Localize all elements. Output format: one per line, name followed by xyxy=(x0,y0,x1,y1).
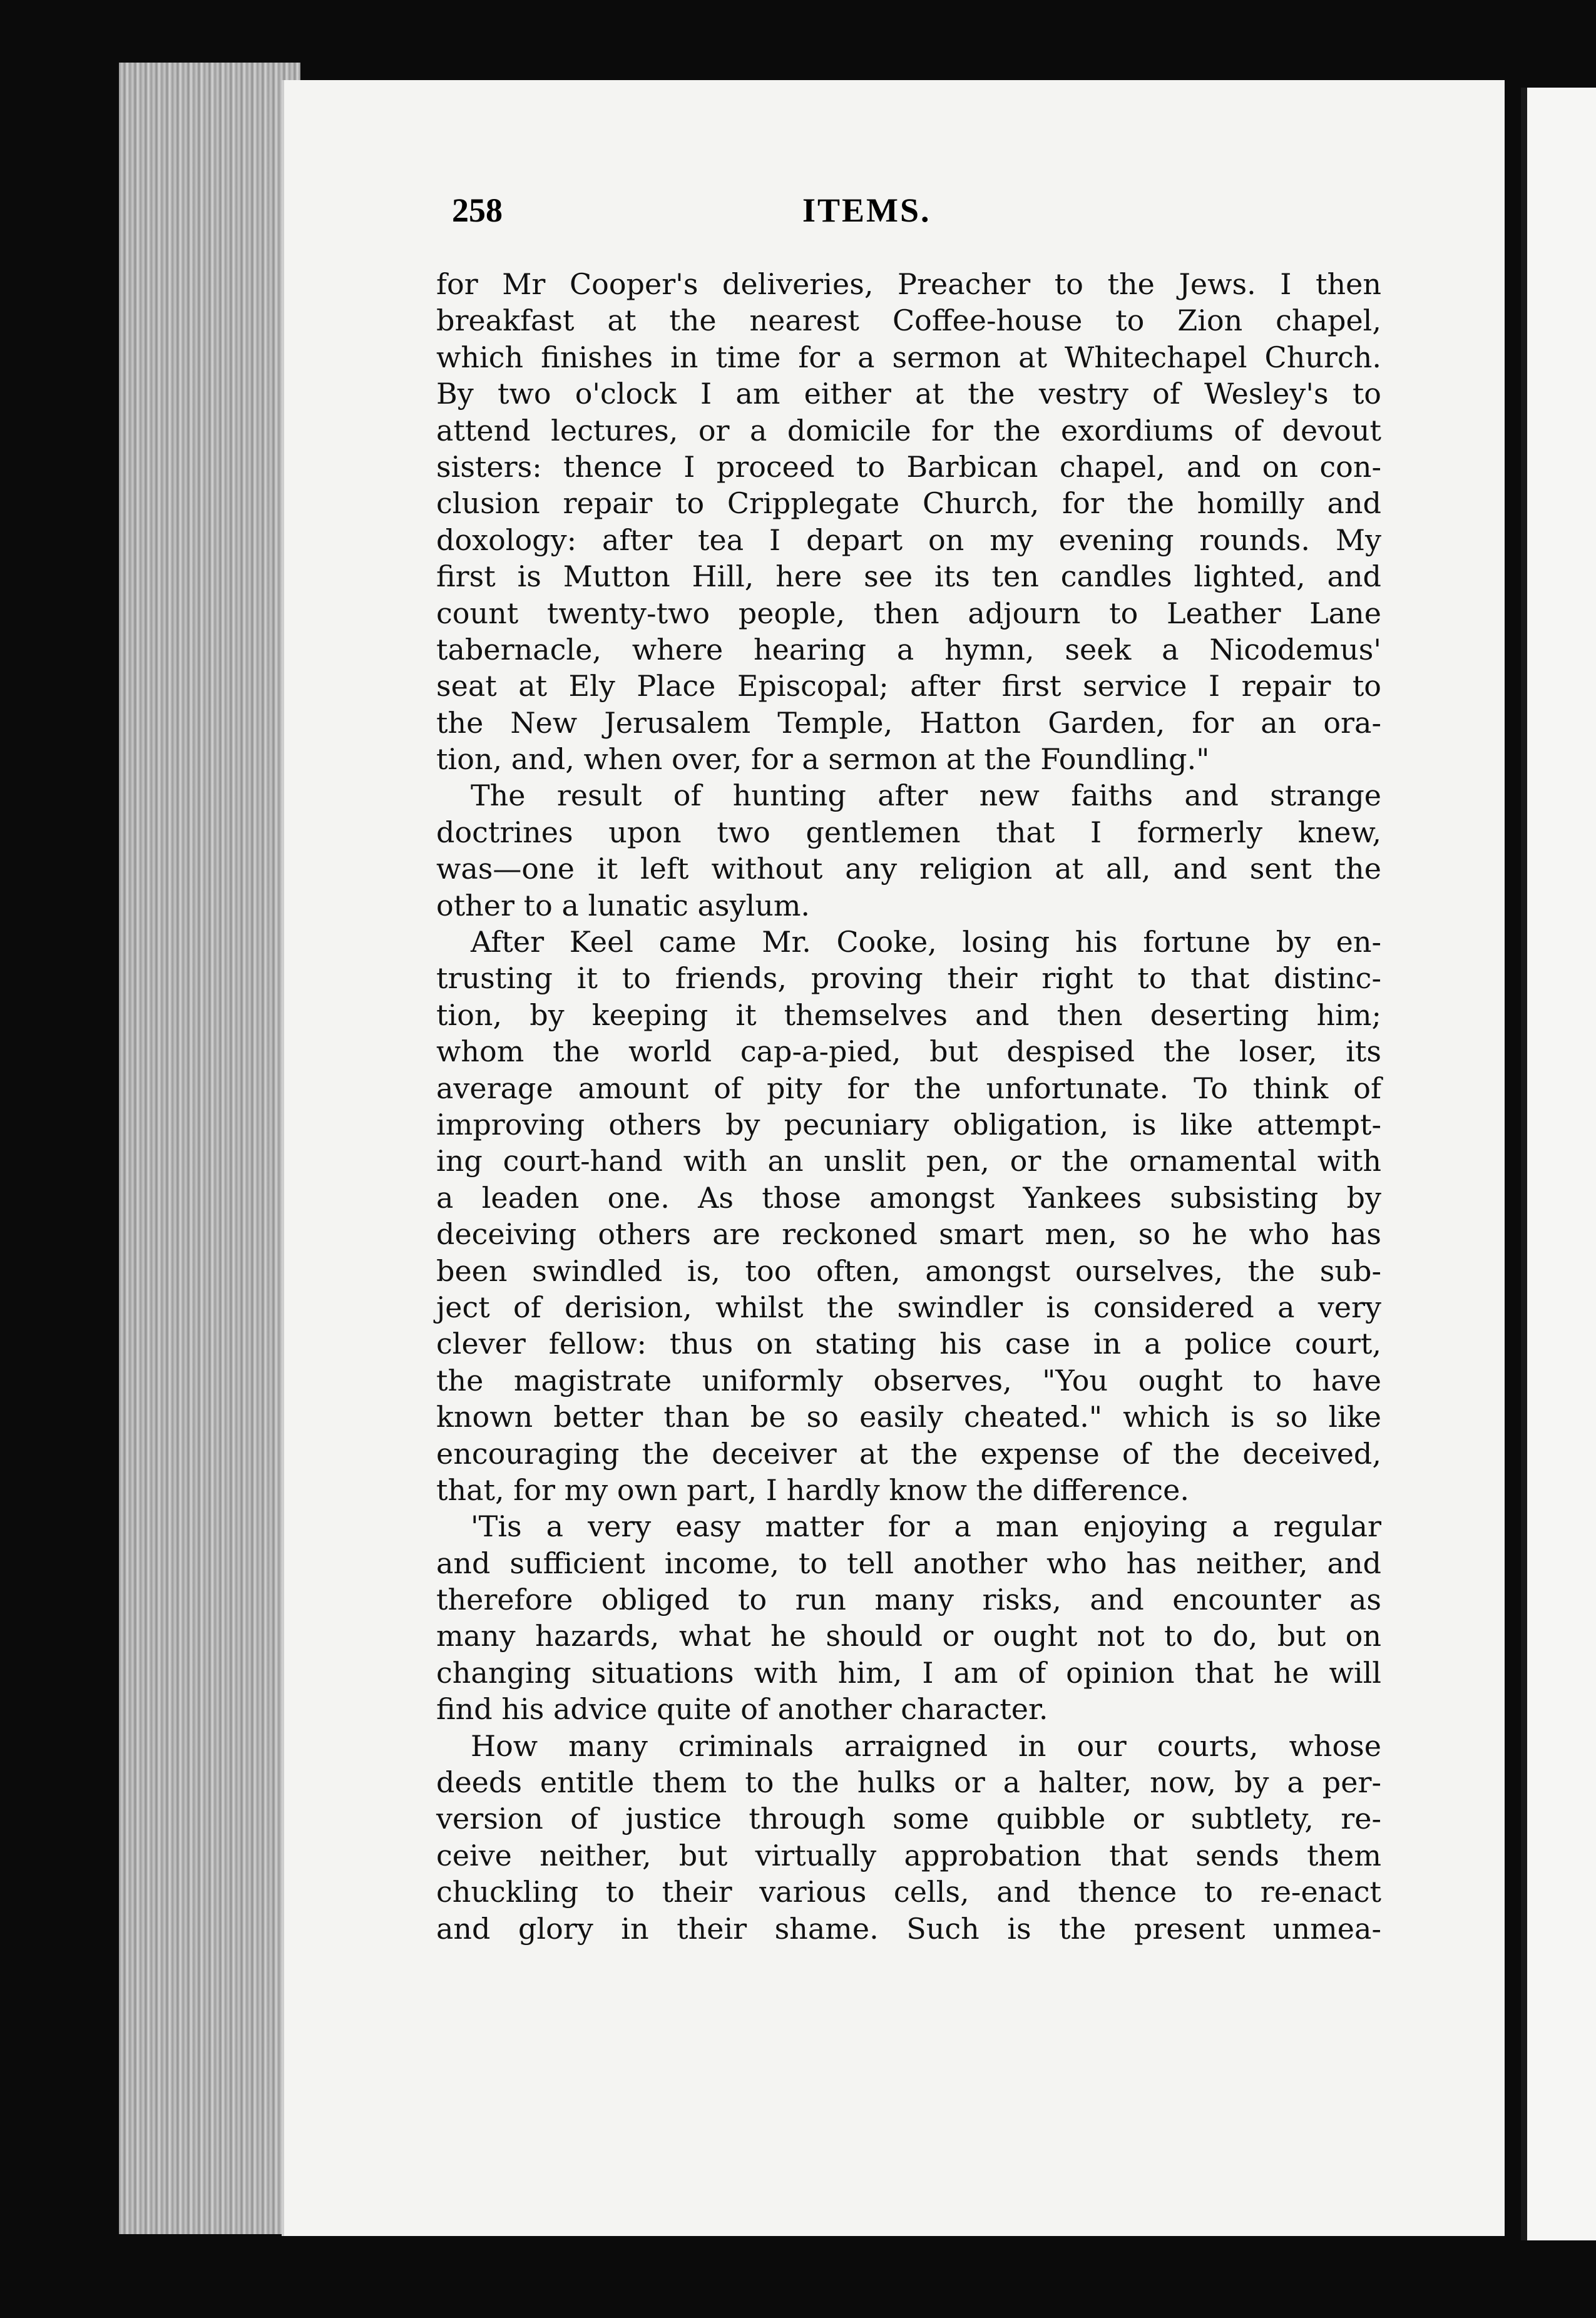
text-line: attend lectures, or a domicile for the exordiums of devout xyxy=(436,413,1381,447)
text-line: known better than be so easily cheated." which is so like xyxy=(436,1400,1381,1434)
page-number: 258 xyxy=(452,191,503,229)
text-line: been swindled is, too often, amongst ourselves, the sub- xyxy=(436,1253,1381,1288)
text-line: doxology: after tea I depart on my evening rounds. My xyxy=(436,523,1381,557)
text-line: which finishes in time for a sermon at Whitechapel Church. xyxy=(436,340,1381,374)
text-line: a leaden one. As those amongst Yankees subsisting by xyxy=(436,1180,1381,1215)
text-line: chuckling to their various cells, and thence to re-enact xyxy=(436,1875,1381,1909)
text-line: the New Jerusalem Temple, Hatton Garden, for an ora- xyxy=(436,705,1381,740)
text-line: breakfast at the nearest Coffee-house to Zion chapel, xyxy=(436,304,1381,338)
text-line: find his advice quite of another character. xyxy=(436,1692,1048,1727)
text-line: for Mr Cooper's deliveries, Preacher to the Jews. I then xyxy=(436,267,1381,301)
text-line: the magistrate uniformly observes, "You ought to have xyxy=(436,1363,1381,1397)
text-line: and glory in their shame. Such is the present unmea- xyxy=(436,1911,1381,1946)
text-line: The result of hunting after new faiths and strange xyxy=(471,779,1381,813)
text-line: By two o'clock I am either at the vestry of Wesley's to xyxy=(436,377,1381,411)
text-line: whom the world cap-a-pied, but despised the loser, its xyxy=(436,1034,1381,1069)
text-line: deceiving others are reckoned smart men, so he who has xyxy=(436,1217,1381,1252)
text-line: 'Tis a very easy matter for a man enjoying a regular xyxy=(471,1509,1381,1544)
text-line: sisters: thence I proceed to Barbican chapel, and on con- xyxy=(436,449,1381,484)
text-line: many hazards, what he should or ought not to do, but on xyxy=(436,1619,1381,1653)
text-line: trusting it to friends, proving their right to that distinc- xyxy=(436,961,1381,996)
text-line: average amount of pity for the unfortunate. To think of xyxy=(436,1071,1381,1105)
text-line: was—one it left without any religion at all, and sent the xyxy=(436,852,1381,886)
text-line: therefore obliged to run many risks, and encounter as xyxy=(436,1583,1381,1617)
facing-page-edge xyxy=(1521,88,1596,2240)
text-line: deeds entitle them to the hulks or a halter, now, by a per- xyxy=(436,1765,1381,1800)
text-line: and sufficient income, to tell another who has neither, and xyxy=(436,1546,1381,1580)
text-line: seat at Ely Place Episcopal; after first service I repair to xyxy=(436,669,1381,703)
text-line: version of justice through some quibble or subtlety, re- xyxy=(436,1802,1381,1836)
text-line: clusion repair to Cripplegate Church, for the homilly and xyxy=(436,486,1381,521)
text-line: ceive neither, but virtually approbation that sends them xyxy=(436,1838,1381,1872)
text-line: ing court-hand with an unslit pen, or the ornamental with xyxy=(436,1144,1381,1178)
text-line: that, for my own part, I hardly know the difference. xyxy=(436,1473,1189,1507)
text-line: other to a lunatic asylum. xyxy=(436,888,811,922)
text-line: improving others by pecuniary obligation, is like attempt- xyxy=(436,1107,1381,1141)
text-line: After Keel came Mr. Cooke, losing his fortune by en- xyxy=(471,925,1381,959)
text-line: count twenty-two people, then adjourn to Leather Lane xyxy=(436,596,1381,630)
text-line: tion, and, when over, for a sermon at the Foundling." xyxy=(436,742,1210,777)
text-line: tabernacle, where hearing a hymn, seek a Nicodemus' xyxy=(436,632,1381,666)
page-edges xyxy=(119,63,300,2234)
text-line: tion, by keeping it themselves and then deserting him; xyxy=(436,998,1381,1032)
text-line: encouraging the deceiver at the expense of the deceived, xyxy=(436,1436,1381,1471)
body-text xyxy=(436,266,1381,1947)
running-head xyxy=(452,191,1391,247)
text-line: clever fellow: thus on stating his case in a police court, xyxy=(436,1327,1381,1361)
text-line: How many criminals arraigned in our courts, whose xyxy=(471,1728,1381,1763)
text-line: doctrines upon two gentlemen that I formerly knew, xyxy=(436,815,1381,849)
text-line: ject of derision, whilst the swindler is considered a very xyxy=(436,1290,1381,1324)
text-line: first is Mutton Hill, here see its ten candles lighted, and xyxy=(436,559,1381,594)
page-title: ITEMS. xyxy=(802,191,931,229)
text-line: changing situations with him, I am of opinion that he will xyxy=(436,1655,1381,1690)
